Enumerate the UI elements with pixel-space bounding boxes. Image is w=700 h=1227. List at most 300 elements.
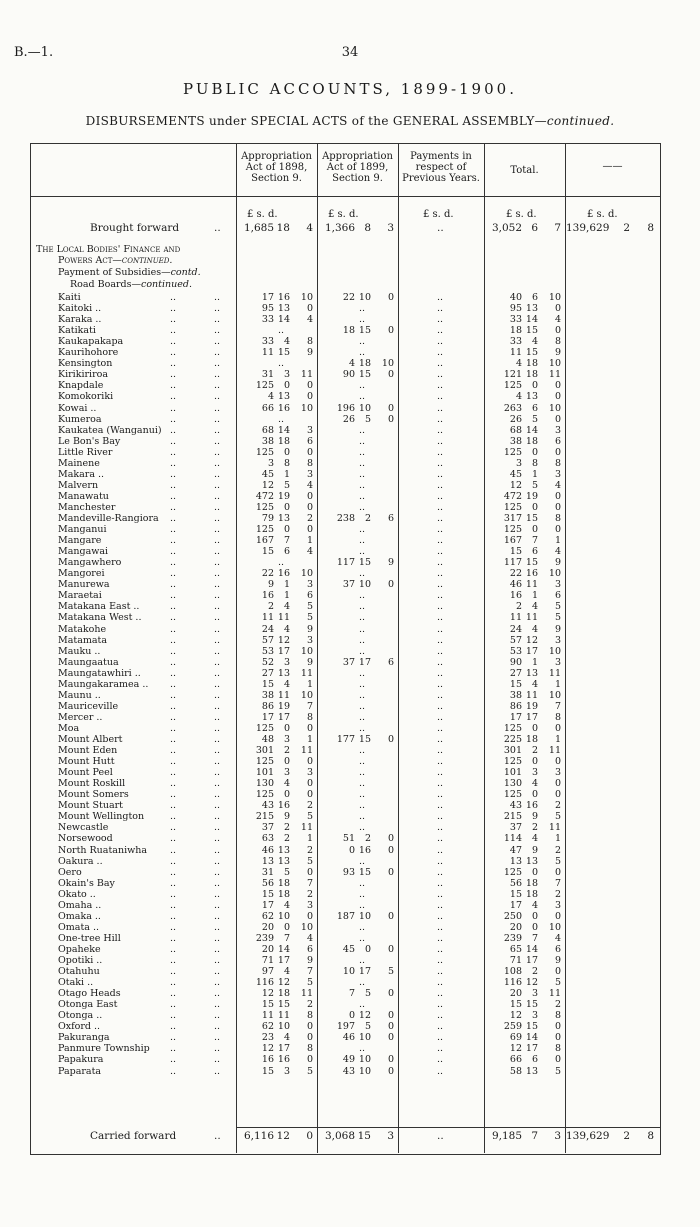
table-row [0, 901, 700, 911]
previous-years-empty: .. [437, 501, 444, 513]
amount-t: 8 [554, 336, 561, 348]
amount-a: 68 [261, 424, 274, 436]
board-name: Maungakaramea .. [58, 678, 149, 690]
table-row [0, 1022, 700, 1032]
amount-t: 0 [554, 966, 561, 978]
amount-a: 13 [277, 391, 290, 403]
board-name: Otonga East [58, 999, 118, 1011]
amount-t: 14 [525, 943, 538, 955]
leader-dots: .. [214, 314, 221, 326]
amount-t: 18 [525, 888, 538, 900]
leader-dots: .. [214, 910, 221, 922]
empty-marker: .. [359, 457, 366, 469]
previous-years-empty: .. [437, 999, 444, 1011]
amount-t: 125 [503, 722, 522, 734]
leader-dots: .. [214, 1054, 221, 1066]
amount-b: 10 [381, 358, 394, 370]
table-row [0, 359, 700, 369]
leader-dots: .. [214, 999, 221, 1011]
table-row [0, 768, 700, 778]
amount-b: 197 [336, 1021, 355, 1033]
board-name: Kaukatea (Wanganui) [58, 424, 162, 436]
leader-dots: .. [214, 667, 221, 679]
amount-t: 13 [525, 855, 538, 867]
amount-a: 3 [267, 457, 274, 469]
board-name: Manurewa [58, 579, 110, 591]
leader-dots: .. [214, 446, 221, 458]
amount-a: 12 [261, 1043, 274, 1055]
amount-a: 46 [261, 844, 274, 856]
previous-years-empty: .. [437, 811, 444, 823]
amount-t: 4 [531, 678, 538, 690]
table-row [0, 602, 700, 612]
amount-a: 0 [306, 756, 313, 768]
amount-t: 12 [509, 1010, 522, 1022]
amount-b: 49 [342, 1054, 355, 1066]
amount-a: 7 [283, 535, 290, 547]
leader-dots: .. [214, 1010, 221, 1022]
amount-a: 63 [261, 833, 274, 845]
amount-a: 11 [277, 1010, 290, 1022]
board-name: Maunu .. [58, 689, 101, 701]
table-row [0, 934, 700, 944]
amount-t: 6 [531, 292, 538, 303]
column-header-1998: Appropriation Act of 1898, Section 9. [241, 151, 312, 184]
table-row [0, 392, 700, 402]
board-name: Kensington [58, 358, 113, 370]
empty-marker: .. [278, 325, 285, 337]
leader-dots: .. [170, 734, 177, 745]
amount-t: 215 [503, 811, 522, 823]
amount-a: 10 [277, 1021, 290, 1033]
amount-t: 117 [503, 557, 522, 569]
leader-dots: .. [214, 303, 221, 315]
amount-a: 11 [261, 347, 274, 359]
board-name: Mount Roskill [58, 778, 126, 790]
amount-t: 6 [531, 1054, 538, 1066]
amount-t: 68 [509, 424, 522, 436]
amount-t: 11 [548, 369, 561, 381]
amount-t: 2 [531, 745, 538, 757]
leader-dots: .. [214, 855, 221, 867]
previous-years-empty: .. [437, 513, 444, 524]
leader-dots: .. [214, 943, 221, 955]
amount-a: 5 [306, 601, 313, 613]
amount-b: 17 [358, 656, 371, 668]
amount-a: 125 [255, 501, 274, 513]
amount-t: 125 [503, 501, 522, 513]
amount-a: 15 [277, 999, 290, 1011]
amount-t: 5 [554, 1065, 561, 1077]
board-name: Matakohe [58, 623, 107, 635]
leader-dots: .. [214, 822, 221, 834]
amount-a: 1 [283, 468, 290, 480]
amount-a: 0 [306, 722, 313, 734]
amount-t: 8 [554, 1010, 561, 1022]
leader-dots: .. [170, 546, 177, 558]
board-name: Norsewood [58, 833, 113, 845]
amount-a: 19 [277, 490, 290, 502]
page-number: 34 [341, 45, 359, 60]
amount-b: 0 [387, 402, 394, 414]
amount-a: 17 [277, 1043, 290, 1055]
amount-t: 5 [554, 811, 561, 823]
leader-dots: .. [214, 590, 221, 602]
amount-a: 12 [277, 634, 290, 646]
leader-dots: .. [170, 943, 177, 955]
amount-t: 6 [554, 435, 561, 447]
empty-marker: .. [359, 711, 366, 723]
empty-marker: .. [359, 921, 366, 933]
amount-t: 0 [554, 413, 561, 425]
amount-a: 16 [277, 800, 290, 812]
amount-t: 108 [503, 966, 522, 978]
amount-a: 1 [283, 579, 290, 591]
table-row [0, 514, 700, 524]
amount-t: 0 [531, 789, 538, 801]
amount-t: 0 [554, 910, 561, 922]
leader-dots: .. [214, 756, 221, 768]
amount-a: 116 [255, 977, 274, 989]
leader-dots: .. [170, 303, 177, 315]
amount-t: 0 [554, 380, 561, 392]
board-name: Manganui [58, 524, 107, 536]
amount-b: 6 [387, 656, 394, 668]
table-row [0, 967, 700, 977]
leader-dots: .. [170, 966, 177, 978]
amount-a: 9 [306, 623, 313, 635]
leader-dots: .. [170, 524, 177, 536]
leader-dots: .. [214, 612, 221, 624]
amount-b: 15 [358, 325, 371, 337]
amount-a: 3 [306, 468, 313, 480]
previous-years-empty: .. [437, 789, 444, 801]
amount-t: 18 [525, 435, 538, 447]
previous-years-empty: .. [437, 932, 444, 944]
table-row [0, 470, 700, 480]
amount-b: 0 [387, 325, 394, 337]
amount-t: 15 [525, 513, 538, 524]
amount-a: 2 [283, 822, 290, 834]
amount-a: 17 [277, 955, 290, 966]
amount-b: 177 [336, 734, 355, 745]
leader-dots: .. [214, 546, 221, 558]
leader-dots: .. [170, 910, 177, 922]
empty-marker: .. [359, 435, 366, 447]
amount-t: 10 [548, 402, 561, 414]
amount-t: 6 [554, 590, 561, 602]
amount-a: 10 [300, 292, 313, 303]
amount-a: 0 [306, 1021, 313, 1033]
amount-a: 0 [306, 501, 313, 513]
leader-dots: .. [170, 866, 177, 878]
leader-dots: .. [214, 988, 221, 1000]
amount-a: 15 [261, 678, 274, 690]
previous-years-empty: .. [437, 490, 444, 502]
amount-t: 2 [515, 601, 522, 613]
amount-t: 0 [531, 380, 538, 392]
empty-marker: .. [359, 999, 366, 1011]
leader-dots: .. [170, 888, 177, 900]
amount-t: 7 [554, 877, 561, 889]
amount-a: 20 [261, 921, 274, 933]
amount-a: 9 [283, 811, 290, 823]
table-row [0, 1033, 700, 1043]
board-name: Maraetai [58, 590, 102, 602]
page-title: PUBLIC ACCOUNTS, 1899-1900. [183, 80, 517, 98]
previous-years-empty: .. [437, 833, 444, 845]
board-name: Oero [58, 866, 82, 878]
leader-dots: .. [214, 292, 221, 303]
board-name: Katikati [58, 325, 96, 337]
amount-a: 33 [261, 336, 274, 348]
amount-t: 4 [531, 601, 538, 613]
amount-a: 0 [306, 866, 313, 878]
amount-a: 37 [261, 822, 274, 834]
previous-years-empty: .. [437, 955, 444, 966]
empty-marker: .. [359, 822, 366, 834]
amount-t: 167 [503, 535, 522, 547]
board-name: Moa [58, 722, 80, 734]
amount-a: 8 [283, 457, 290, 469]
amount-t: 13 [525, 391, 538, 403]
amount-t: 33 [509, 314, 522, 326]
amount-t: 9 [554, 623, 561, 635]
empty-marker: .. [359, 303, 366, 315]
amount-a: 0 [306, 789, 313, 801]
leader-dots: .. [170, 678, 177, 690]
amount-t: 0 [531, 524, 538, 536]
amount-t: 1 [554, 678, 561, 690]
amount-a: 22 [261, 568, 274, 580]
amount-t: 125 [503, 380, 522, 392]
table-row [0, 713, 700, 723]
board-name: Knapdale [58, 380, 104, 392]
leader-dots: .. [214, 866, 221, 878]
amount-a: 3 [306, 899, 313, 911]
amount-b: 16 [358, 844, 371, 856]
amount-t: 4 [515, 358, 522, 370]
amount-a: 0 [283, 501, 290, 513]
table-row [0, 304, 700, 314]
amount-a: 17 [261, 711, 274, 723]
amount-a: 2 [306, 844, 313, 856]
amount-a: 0 [306, 910, 313, 922]
leader-dots: .. [170, 722, 177, 734]
amount-a: 0 [306, 446, 313, 458]
amount-a: 11 [261, 1010, 274, 1022]
amount-t: 130 [503, 778, 522, 790]
amount-a: 4 [306, 546, 313, 558]
table-row [0, 1000, 700, 1010]
amount-t: 1 [531, 468, 538, 480]
previous-years-empty: .. [437, 888, 444, 900]
amount-t: 6 [554, 943, 561, 955]
amount-t: 472 [503, 490, 522, 502]
table-row [0, 691, 700, 701]
amount-a: 0 [306, 391, 313, 403]
leader-dots: .. [214, 479, 221, 491]
leader-dots: .. [170, 424, 177, 436]
leader-dots: .. [214, 789, 221, 801]
board-name: Otaki .. [58, 977, 94, 989]
amount-b: 46 [342, 1032, 355, 1044]
amount-t: 0 [554, 722, 561, 734]
amount-t: 114 [503, 833, 522, 845]
leader-dots: .. [214, 435, 221, 447]
amount-a: 16 [261, 1054, 274, 1066]
leader-dots: .. [214, 623, 221, 635]
previous-years-empty: .. [437, 612, 444, 624]
amount-a: 1 [283, 590, 290, 602]
amount-t: 10 [548, 645, 561, 657]
previous-years-empty: .. [437, 435, 444, 447]
previous-years-empty: .. [437, 303, 444, 315]
previous-years-empty: .. [437, 546, 444, 558]
previous-years-empty: .. [437, 1021, 444, 1033]
board-name: Little River [58, 446, 113, 458]
table-row [0, 857, 700, 867]
leader-dots: .. [170, 325, 177, 337]
amount-t: 263 [503, 402, 522, 414]
amount-a: 472 [255, 490, 274, 502]
table-row [0, 636, 700, 646]
amount-t: 17 [525, 1043, 538, 1055]
amount-t: 11 [548, 667, 561, 679]
amount-t: 58 [509, 1065, 522, 1077]
amount-a: 0 [306, 524, 313, 536]
units-previous: £ s. d. [423, 209, 454, 220]
previous-years-empty: .. [437, 325, 444, 337]
amount-b: 0 [387, 1054, 394, 1066]
leader-dots: .. [170, 468, 177, 480]
previous-years-empty: .. [437, 711, 444, 723]
amount-a: 15 [277, 347, 290, 359]
board-name: Okain's Bay [58, 877, 115, 889]
amount-a: 167 [255, 535, 274, 547]
amount-a: 17 [277, 645, 290, 657]
amount-t: 0 [531, 722, 538, 734]
empty-marker: .. [359, 601, 366, 613]
previous-years-empty: .. [437, 535, 444, 547]
column-header-1899: Appropriation Act of 1899, Section 9. [322, 151, 393, 184]
amount-t: 16 [525, 568, 538, 580]
leader-dots: .. [170, 955, 177, 966]
amount-b: 51 [342, 833, 355, 845]
previous-years-empty: .. [437, 700, 444, 712]
previous-years-empty: .. [437, 667, 444, 679]
amount-a: 4 [283, 601, 290, 613]
empty-marker: .. [359, 501, 366, 513]
previous-years-empty: .. [437, 557, 444, 569]
empty-marker: .. [278, 358, 285, 370]
previous-years-empty: .. [437, 1043, 444, 1055]
table-row [0, 326, 700, 336]
board-name: Kaurihohore [58, 347, 119, 359]
board-name: Mangawai [58, 546, 109, 558]
amount-b: 238 [336, 513, 355, 524]
previous-years-empty: .. [437, 579, 444, 591]
amount-a: 2 [306, 999, 313, 1011]
amount-t: 2 [554, 999, 561, 1011]
table-row [0, 834, 700, 844]
leader-dots: .. [170, 844, 177, 856]
board-name: Matakana East .. [58, 601, 140, 613]
leader-dots: .. [170, 800, 177, 812]
leader-dots: .. [214, 557, 221, 569]
board-name: Mauku .. [58, 645, 101, 657]
amount-a: 20 [261, 943, 274, 955]
amount-t: 27 [509, 667, 522, 679]
leader-dots: .. [214, 457, 221, 469]
empty-marker: .. [359, 634, 366, 646]
amount-a: 6 [306, 590, 313, 602]
table-row [0, 879, 700, 889]
amount-b: 37 [342, 579, 355, 591]
board-name: Mercer .. [58, 711, 103, 723]
previous-years-empty: .. [437, 988, 444, 1000]
amount-a: 5 [306, 977, 313, 989]
amount-t: 125 [503, 524, 522, 536]
amount-a: 11 [277, 689, 290, 701]
amount-b: 10 [358, 402, 371, 414]
leader-dots: .. [170, 767, 177, 779]
amount-t: 301 [503, 745, 522, 757]
amount-t: 116 [503, 977, 522, 989]
amount-a: 23 [261, 1032, 274, 1044]
leader-dots: .. [170, 612, 177, 624]
previous-years-empty: .. [437, 457, 444, 469]
column-header-dash: —— [602, 161, 623, 172]
amount-b: 5 [364, 1021, 371, 1033]
amount-a: 4 [283, 623, 290, 635]
amount-a: 6 [283, 546, 290, 558]
amount-t: 5 [554, 855, 561, 867]
amount-b: 0 [348, 1010, 355, 1022]
amount-t: 4 [554, 314, 561, 326]
leader-dots: .. [170, 535, 177, 547]
leader-dots: .. [214, 734, 221, 745]
amount-a: 16 [277, 402, 290, 414]
amount-t: 26 [509, 413, 522, 425]
amount-t: 17 [525, 711, 538, 723]
amount-a: 4 [306, 479, 313, 491]
amount-t: 45 [509, 468, 522, 480]
leader-dots: .. [170, 347, 177, 359]
board-name: North Ruataniwha [58, 844, 148, 856]
amount-t: 47 [509, 844, 522, 856]
leader-dots: .. [170, 369, 177, 381]
amount-t: 101 [503, 767, 522, 779]
leader-dots: .. [214, 501, 221, 513]
previous-years-empty: .. [437, 369, 444, 381]
leader-dots: .. [214, 402, 221, 414]
board-name: Mount Somers [58, 789, 129, 801]
amount-a: 125 [255, 756, 274, 768]
amount-t: 125 [503, 866, 522, 878]
amount-b: 0 [387, 943, 394, 955]
amount-b: 26 [342, 413, 355, 425]
leader-dots: .. [214, 1032, 221, 1044]
amount-a: 10 [300, 402, 313, 414]
amount-t: 3 [531, 767, 538, 779]
amount-a: 15 [261, 546, 274, 558]
table-row [0, 658, 700, 668]
amount-a: 86 [261, 700, 274, 712]
board-name: Mangawhero [58, 557, 122, 569]
table-row [0, 868, 700, 878]
amount-t: 40 [509, 292, 522, 303]
